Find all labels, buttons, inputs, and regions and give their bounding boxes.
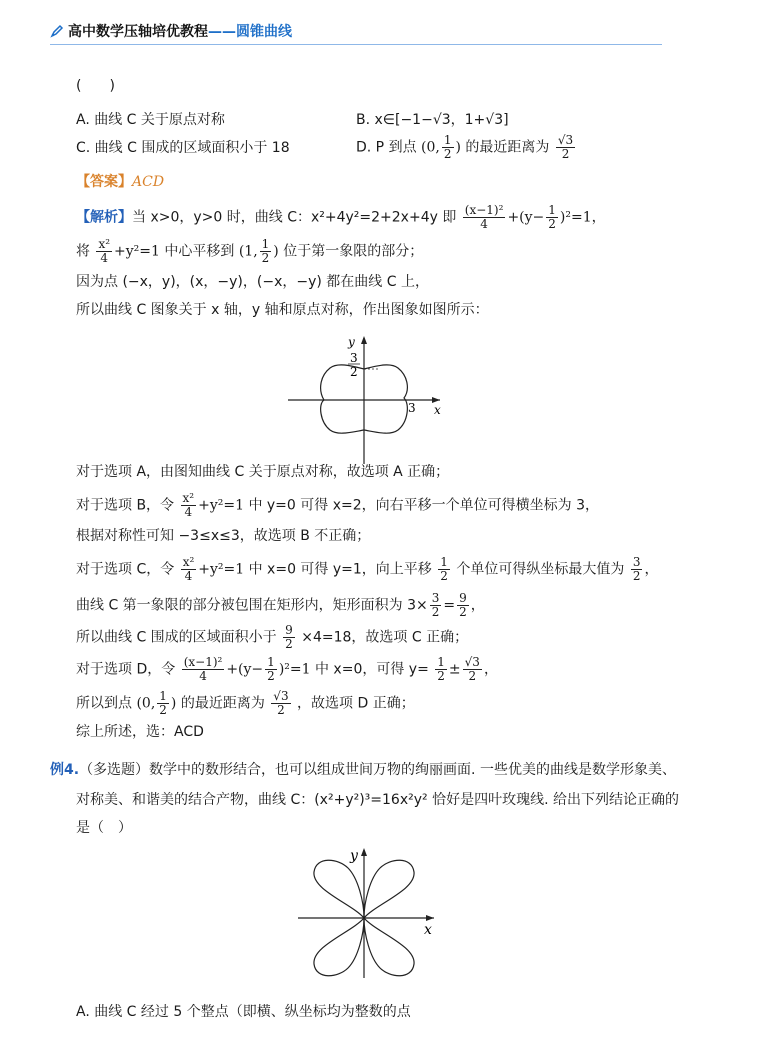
analysis-line-4: 所以曲线 C 图象关于 x 轴，y 轴和原点对称，作出图象如图所示： [76, 302, 489, 318]
analysis-line-1: 【解析】当 x>0，y>0 时，曲线 C：x²+4y²=2+2x+4y 即 $\frac{\text{(x−1)²}}{4}$ +(y− $\frac{1}{2}$ )²=1， [76, 203, 606, 231]
question-bracket: ( ) [76, 78, 115, 94]
graph1-y-label: y [348, 335, 355, 349]
graph1-y-tick-num: 3 [350, 351, 358, 365]
answer-value: ACD [132, 174, 165, 190]
analysis-tag: 【解析】 [76, 209, 132, 226]
analysis-line-3: 因为点 (−x，y)，(x，−y)，(−x，−y) 都在曲线 C 上， [76, 274, 429, 290]
graph1-x-tick: 3 [408, 401, 416, 415]
analysis-line-9: 曲线 C 第一象限的部分被包围在矩形内，矩形面积为 3× $\frac{3}{2}$ = $\frac{9}{2}$ ， [76, 591, 485, 619]
option-a: A. 曲线 C 关于原点对称 [76, 112, 225, 128]
example-label: 例4. [50, 762, 80, 778]
answer-line [76, 172, 164, 192]
option-d: D. P 到点 (0, $\frac{1}{2}$ ) 的最近距离为 $\frac{√3}{2}$ [356, 133, 574, 161]
analysis-line-13: 综上所述，选：ACD [76, 724, 204, 740]
analysis-line-2: 将 $\frac{\text{x²}}{4}$ +y²=1 中心平移到 (1, $\frac{1}{2}$ ) 位于第一象限的部分； [76, 237, 424, 265]
option-b: B. x∈[−1−√3，1+√3] [356, 112, 509, 128]
page-header [50, 18, 662, 45]
example4-option-a: A. 曲线 C 经过 5 个整点（即横、纵坐标均为整数的点 [76, 1004, 411, 1020]
graph2-x-label: x [424, 922, 432, 938]
analysis-line-10: 所以曲线 C 围成的区域面积小于 $\frac{9}{2}$ ×4=18，故选项 C 正确； [76, 623, 469, 651]
analysis-line-11: 对于选项 D，令 $\frac{\text{(x−1)²}}{4}$ +(y− $\frac{1}{2}$ )²=1 中 x=0，可得 y= $\frac{1}{2}$ ± $\frac{√3}{2}$ ， [76, 655, 498, 683]
analysis-line-8: 对于选项 C，令 $\frac{\text{x²}}{4}$ +y²=1 中 x=0 可得 y=1，向上平移 $\frac{1}{2}$ 个单位可得纵坐标最大值为 $\frac{3}{2}$ ， [76, 555, 659, 583]
example4-line-2: 对称美、和谐美的结合产物，曲线 C：(x²+y²)³=16x²y² 恰好是四叶玫瑰线. 给出下列结论正确的 [76, 792, 679, 808]
analysis-line-12: 所以到点 (0, $\frac{1}{2}$ ) 的最近距离为 $\frac{√3}{2}$ ，故选项 D 正确； [76, 689, 415, 717]
example4-line-3: 是（ ） [76, 820, 132, 836]
header-subtitle: ——圆锥曲线 [208, 24, 292, 40]
graph-figure-1 [280, 332, 450, 472]
analysis-line-6: 对于选项 B，令 $\frac{\text{x²}}{4}$ +y²=1 中 y=0 可得 x=2，向右平移一个单位可得横坐标为 3， [76, 491, 599, 519]
analysis-line-7: 根据对称性可知 −3≤x≤3，故选项 B 不正确； [76, 528, 371, 544]
graph-figure-2 [292, 844, 442, 984]
pen-icon [50, 24, 64, 38]
graph2-y-label: y [350, 848, 358, 864]
analysis-line-5: 对于选项 A，由图知曲线 C 关于原点对称，故选项 A 正确； [76, 464, 450, 480]
answer-tag: 【答案】 [76, 174, 132, 190]
header-title: 高中数学压轴培优教程 [68, 24, 208, 40]
example4-line-1: 例4.（多选题）数学中的数形结合，也可以组成世间万物的绚丽画面. 一些优美的曲线是数学形象美、 [50, 762, 676, 778]
option-c: C. 曲线 C 围成的区域面积小于 18 [76, 140, 290, 156]
graph1-x-label: x [434, 403, 441, 417]
graph1-y-tick-den: 2 [350, 365, 358, 379]
